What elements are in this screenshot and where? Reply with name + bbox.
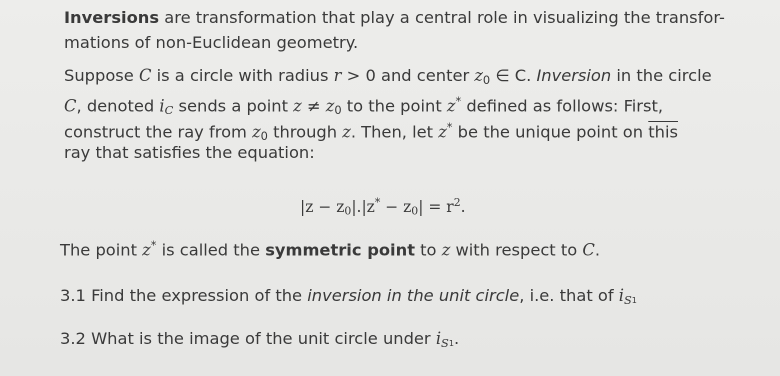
definition-line-2: C, denoted $i_C$ sends a point $z \ne z_0$ to the point z* defined as follows: First,	[64, 94, 664, 118]
definition-line-4: ray that satisfies the equation:	[64, 143, 315, 162]
inversion-equation: $|z - z_0|.|z^* - z_0| = r^2$.	[300, 196, 466, 218]
term-symmetric-point: symmetric point	[265, 240, 415, 260]
term-inversions: Inversions	[64, 8, 160, 27]
definition-line-1: Suppose C is a circle with radius r > 0 and center $z_0$ ∈ C. Inversion in the circle	[64, 66, 712, 87]
symmetric-point-sentence: The point z* is called the symmetric point to z with respect to C.	[60, 238, 601, 260]
intro-line-2: mations of non-Euclidean geometry.	[64, 33, 359, 52]
definition-line-3: construct the ray from $z_0$ through z. Then, let z* be the unique point on this	[64, 120, 678, 144]
question-3-1: 3.1 Find the expression of the inversion in the unit circle, i.e. that of $i_{S1}$	[60, 286, 637, 307]
question-3-2: 3.2 What is the image of the unit circle under $i_{S1}$.	[60, 329, 460, 350]
term-inversion: Inversion	[536, 66, 612, 85]
intro-line-1: Inversions are transformation that play a central role in visualizing the transfor-	[64, 8, 725, 27]
